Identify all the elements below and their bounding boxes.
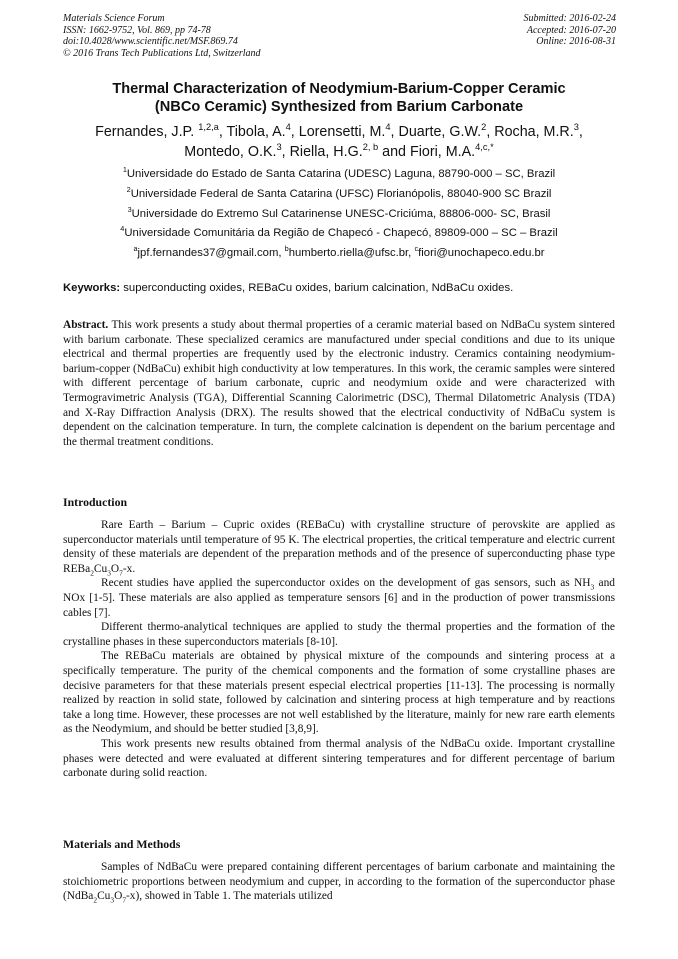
subscript: 3 [110, 895, 115, 905]
affiliation [40, 187, 638, 201]
superscript: 1,2,a [198, 122, 219, 133]
text-span: Samples of NdBaCu were prepared containing different percentages of barium carbonate and maintaining the stoichiometric proportions between neodymium and cupper, in according to the formation of the superconductor phase (NdBa [63, 861, 615, 903]
text-span: Riella, H.G. [289, 144, 363, 160]
affiliation [40, 167, 638, 181]
paragraph [63, 576, 615, 620]
author [399, 124, 487, 140]
section-heading-introduction: Introduction [63, 495, 128, 509]
abstract [63, 318, 615, 449]
text-span: Lorensetti, M. [298, 124, 386, 140]
author [184, 144, 281, 160]
text-span: O [114, 890, 123, 903]
text-span: , [218, 124, 227, 140]
paper-title [40, 81, 638, 116]
author [290, 144, 379, 160]
subscript: 7 [122, 895, 127, 905]
text-span: , [281, 144, 290, 160]
text-span: jpf.fernandes37@gmail.com, [137, 247, 285, 259]
email-link[interactable] [284, 244, 415, 259]
keywords [63, 281, 623, 295]
author [299, 124, 391, 140]
superscript: a [133, 244, 138, 254]
text-span: , [486, 124, 495, 140]
email-link[interactable] [414, 244, 545, 259]
subscript: 7 [119, 568, 123, 578]
accepted-date: Accepted: 2016-07-20 [526, 24, 616, 36]
copyright: © 2016 Trans Tech Publications Ltd, Switzerland [63, 47, 261, 59]
submitted-date: Submitted: 2016-02-24 [523, 13, 616, 24]
author [494, 124, 579, 140]
author-list [40, 122, 638, 162]
abstract-text: This work presents a study about thermal properties of a ceramic material based on NdBaCu system sintered with barium carbonate. These specialized ceramics are manufactured under special conditions and due to its unique electrical and thermal properties are frequently used by the electronic industry. Ceramics containing neodymium-barium-copper (NdBaCu) exhibit high conductivity at low temperatures. In this work, the ceramic samples were sintered with different percentage of barium carbonate, cupric and neodymium oxide and were characterized with Termogravimetric Analysis (TGA), Differential Scanning Calorimetric (DSC), Thermal Dilatometric Analysis (TDA) and X-Ray Diffraction Analysis (DRX). The results showed that the electrical conductivity of NdBaCu system is dependent on the calcination temperature. In turn, the complete calcination is dependent on the barium percentage and the thermal treatment conditions. [63, 319, 615, 448]
superscript: 4,c,* [475, 142, 494, 153]
superscript: 2, b [362, 142, 379, 153]
author-emails [40, 246, 638, 260]
paragraph [63, 860, 615, 904]
author [410, 144, 494, 160]
text-span: , [290, 124, 299, 140]
text-span: -x), showed in Table 1. The materials utilized [126, 890, 333, 903]
text-span: Tibola, A. [226, 124, 286, 140]
superscript: 4 [120, 224, 125, 234]
text-span: Montedo, O.K. [184, 144, 277, 160]
title-line: Thermal Characterization of Neodymium-Barium-Copper Ceramic [112, 81, 566, 97]
superscript: 4 [285, 122, 291, 133]
subscript: 3 [107, 568, 111, 578]
text-span: O [110, 562, 120, 575]
text-span: Fernandes, J.P. [95, 124, 195, 140]
text-span: Universidade do Extremo Sul Catarinense UNESC-Criciúma, 88806-000- SC, Brasil [131, 208, 551, 220]
abstract-label: Abstract. [63, 319, 109, 331]
author [227, 124, 291, 140]
online-date: Online: 2016-08-31 [536, 36, 616, 48]
dates-header [524, 13, 617, 48]
email-link[interactable] [133, 244, 285, 259]
author-line [40, 122, 638, 142]
superscript: 4 [385, 122, 391, 133]
text-span: , [578, 124, 583, 140]
title-line: (NBCo Ceramic) Synthesized from Barium Carbonate [154, 98, 524, 115]
text-span: fiori@unochapeco.edu.br [418, 247, 545, 259]
text-span: Universidade Comunitária da Região de Chapecó - Chapecó, 89809-000 – SC – Brazil [124, 227, 558, 239]
text-span: and [378, 144, 410, 160]
text-span: Duarte, G.W. [398, 124, 482, 140]
author-line [40, 142, 638, 162]
superscript: 3 [276, 142, 282, 153]
text-span: Rare Earth – Barium – Cupric oxides (REBaCu) with crystalline structure of perovskite are applied as superconductor materials until temperature of 95 K. The electrical properties, the critical temperature and electric current density of these materials are dependent of the preparation methods and of the presence of superconducting phase type REBa [63, 519, 615, 575]
text-span: , [390, 124, 399, 140]
doi: doi:10.4028/www.scientific.net/MSF.869.74 [63, 36, 238, 48]
text-span: Fiori, M.A. [409, 144, 476, 160]
text-span: Rocha, M.R. [494, 124, 574, 140]
affiliation [40, 207, 638, 221]
journal-header [63, 13, 261, 59]
affiliation [40, 226, 638, 240]
superscript: c [414, 244, 419, 254]
section-heading-methods: Materials and Methods [63, 837, 181, 851]
subscript: 2 [93, 895, 98, 905]
text-span: Cu [97, 890, 111, 903]
subscript: 2 [90, 568, 94, 578]
text-span: Universidade Federal de Santa Catarina (UFSC) Florianópolis, 88040-900 SC Brazil [130, 188, 552, 200]
superscript: 1 [122, 165, 127, 175]
paragraph [63, 518, 615, 576]
superscript: 2 [481, 122, 487, 133]
text-span: humberto.riella@ufsc.br, [288, 247, 415, 259]
text-span: Universidade do Estado de Santa Catarina (UDESC) Laguna, 88790-000 – SC, Brazil [126, 168, 556, 180]
author [95, 124, 219, 140]
paragraph: The REBaCu materials are obtained by physical mixture of the compounds and sintering process at a specifically temperature. The purity of the chemical components and the formation of some crystalline phases are decisive parameters for that these materials present especial electrical properties [11-13]. The processing is normally realized by reaction in solid state, followed by calcination and sintering process at high temperature and by reactions take a long time. However, these processes are not well established by the literature, mainly for new rare earth elements as the Neodymium, and should be better studied [3,8,9]. [63, 650, 615, 736]
methods-body [63, 860, 615, 904]
subscript: 3 [590, 582, 595, 592]
superscript: 3 [573, 122, 579, 133]
superscript: 2 [126, 185, 131, 195]
text-span: and NOx [1-5]. These materials are also applied as temperature sensors [6] and in the production of power transmissions cables [7]. [63, 577, 616, 619]
journal-name: Materials Science Forum [63, 13, 165, 24]
keywords-text: superconducting oxides, REBaCu oxides, barium calcination, NdBaCu oxides. [120, 282, 514, 294]
paragraph: Different thermo-analytical techniques are applied to study the thermal properties and the formation of the crystalline phases in these superconductors materials [8-10]. [63, 621, 615, 648]
introduction-body [63, 518, 615, 781]
keywords-label: Keyworks: [63, 282, 121, 294]
text-span: -x. [122, 562, 136, 575]
text-span: Cu [93, 562, 108, 575]
issn: ISSN: 1662-9752, Vol. 869, pp 74-78 [63, 24, 211, 36]
superscript: b [284, 244, 289, 254]
text-span: Recent studies have applied the superconductor oxides on the development of gas sensors, such as NH [101, 577, 591, 590]
superscript: 3 [127, 205, 132, 215]
paragraph: This work presents new results obtained from thermal analysis of the NdBaCu oxide. Important crystalline phases were detected and were evaluated at different sintering temperatures and for different percentage of barium carbonate during solid reaction. [63, 737, 615, 780]
